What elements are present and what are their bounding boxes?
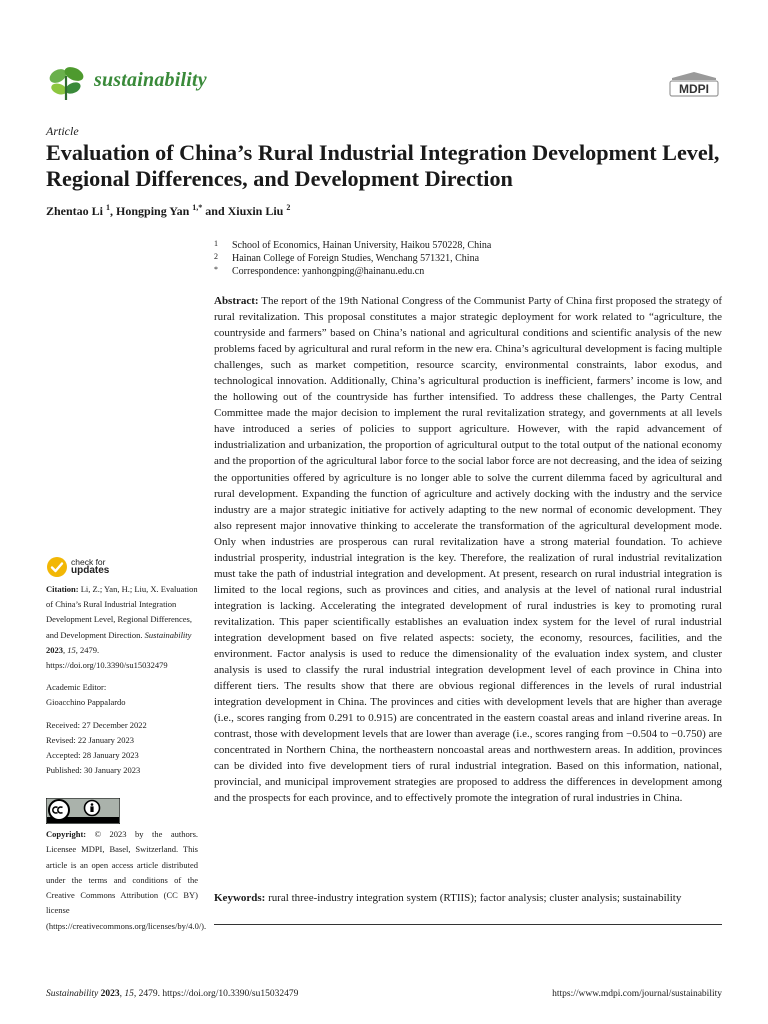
paper-title: Evaluation of China’s Rural Industrial Integration Development Level, Regional Differences, and Development Direction: [46, 140, 720, 191]
copyright-label: Copyright:: [46, 829, 87, 839]
date-published: Published: 30 January 2023: [46, 765, 141, 776]
mdpi-logo: [666, 70, 722, 100]
author-name[interactable]: Zhentao Li: [46, 204, 104, 218]
affiliation-text: School of Economics, Hainan University, Haikou 570228, China: [232, 240, 492, 251]
affiliation-text: Hainan College of Foreign Studies, Wenchang 571321, China: [232, 253, 480, 264]
keywords: [214, 891, 722, 906]
abstract: [214, 293, 722, 807]
author-affiliation-mark: 2: [286, 203, 291, 212]
article-info-sidebar: [46, 582, 198, 785]
citation-year: 2023: [46, 644, 63, 655]
affiliation-item: [214, 252, 734, 265]
article-type: Article: [46, 124, 79, 138]
footer-journal-url[interactable]: https://www.mdpi.com/journal/sustainability: [552, 989, 722, 999]
footer-citation: Sustainability 2023, 15, 2479. https://doi.org/10.3390/su15032479: [46, 989, 299, 999]
check-updates-line2: updates: [71, 565, 110, 576]
section-divider: [214, 924, 722, 925]
publication-dates: [46, 718, 198, 779]
academic-editor-label: Academic Editor:: [46, 682, 107, 693]
footer-year: 2023: [100, 989, 120, 999]
footer-volume: 15: [124, 989, 134, 999]
affiliation-mark: 1: [214, 239, 218, 248]
affiliation-item: [214, 239, 734, 252]
author-affiliation-mark: 1: [106, 203, 111, 212]
check-for-updates-button[interactable]: [46, 556, 126, 580]
citation-journal: Sustainability: [144, 629, 192, 640]
author-name[interactable]: Xiuxin Liu: [227, 204, 284, 218]
academic-editor: [46, 680, 198, 710]
footer-doi[interactable]: , 2479. https://doi.org/10.3390/su15032479: [133, 989, 299, 999]
academic-editor-name: Gioacchino Pappalardo: [46, 697, 126, 708]
check-updates-line1: check for: [71, 557, 106, 567]
affiliations: [214, 239, 734, 278]
date-accepted: Accepted: 28 January 2023: [46, 750, 139, 761]
citation: Citation: Li, Z.; Yan, H.; Liu, X. Evaluation of China’s Rural Industrial Integration Development Level, Regional Differences, and Development Direction. Sustainability 2023, 15, 2479. https://doi.org/10.3390/su15032479: [46, 584, 198, 671]
copyright-notice: [46, 827, 207, 934]
date-received: Received: 27 December 2022: [46, 719, 147, 730]
author-separator: and: [202, 204, 228, 218]
sustainability-leaf-logo: [46, 62, 86, 102]
check-updates-icon: [46, 556, 68, 578]
author-affiliation-mark: 1,*: [192, 203, 203, 212]
date-revised: Revised: 22 January 2023: [46, 734, 135, 745]
journal-name: sustainability: [94, 69, 207, 91]
affiliation-mark: *: [214, 265, 218, 274]
correspondence-text[interactable]: Correspondence: yanhongping@hainanu.edu.cn: [232, 266, 425, 277]
abstract-label: Abstract:: [214, 295, 259, 307]
cc-by-license-icon[interactable]: [46, 798, 120, 824]
footer-journal: Sustainability: [46, 989, 99, 999]
author-list: [46, 203, 290, 219]
abstract-text: The report of the 19th National Congress of the Communist Party of China first proposed the strategy of rural revitalization. This proposal constitutes a major strategic deployment for work related to “agriculture, the countryside and farmers” based on China’s national and agricultural conditions and scientific analysis of the new problems faced by agricultural and rural reform in the new era. China’s agricultural development is facing multiple challenges, such as market competition, resource scarcity, environmental constraints, labor exodus, and technological innovation. Additionally, China’s agricultural production is inefficient, farmers’ income is low, and the hollowing out of the countryside has further intensified. To address these challenges, the Party Central Committee made the major decision to implement the rural revitalization strategy, and governments at all levels have introduced a series of policies to support agriculture. However, with the rapid advancement of industrialization and urbanization, the proportion of agricultural output to the total output of the national economy and the proportion of the agricultural labor force to the social labor force are not decreasing, and the idea of seizing the opportunities offered by agriculture is no longer able to solve the current dilemma faced by agricultural and rural development. Expanding the function of agriculture and actively docking with the industry and the service industry are a major strategic initiative for actively adapting to the new normal of economic development. They also represent major innovative thinking to accelerate the transformation of the agricultural development mode. Only when industries are prosperous can rural revitalization have a strong material foundation. To achieve industrial prosperity, industrial integration is the key. Therefore, the realization of rural industrial revitalization must take the path of industrial integration and development. At present, research on rural industrial integration is limited to the local regions, such as provinces and cities, and analysis at the level of national rural industrial integration is lacking. Accelerating the integrated development of rural industries is key to promoting rural revitalization. This paper scientifically establishes an evaluation index system for the level of rural industrial integration development based on five related aspects: society, the economy, resources, facilities, and the environment. Factor analysis is used to reduce the dimensionality of the evaluation index system, and cluster analysis is used to classify the rural industrial integration development level of each province in China into different tiers. The results show that there are obvious regional differences in the levels of rural industrial integration development in China. The provinces and cities with development levels that are higher than average (i.e., scores ranging from 0.291 to 0.915) are concentrated in the eastern coastal areas and inland riverine areas. In contrast, those with development levels that are lower than average (i.e., scores ranging from −0.504 to −0.750) are concentrated in Northern China, the northeastern noncoastal areas and northwestern areas. In addition, provinces can be divided into five development tiers of rural industrial integration. Based on this information, national, provincial, and municipal improvement strategies are proposed to address the differences in development among and the prospects for each province, and to effectively promote the integration of rural industries in China.: [214, 295, 722, 805]
copyright-text: © 2023 by the authors. Licensee MDPI, Basel, Switzerland. This article is an open access article distributed under the terms and conditions of the Creative Commons Attribution (CC BY) license (https://creativecommons.org/licenses/by/4.0/).: [46, 829, 207, 931]
keywords-label: Keywords:: [214, 892, 266, 904]
author-separator: ,: [110, 204, 117, 218]
keywords-text: rural three-industry integration system (RTIIS); factor analysis; cluster analysis; sustainability: [268, 892, 682, 904]
citation-text: Li, Z.; Yan, H.; Liu, X. Evaluation of China’s Rural Industrial Integration Development Level, Regional Differences, and Development Direction.: [46, 584, 198, 640]
citation-label: Citation:: [46, 584, 79, 594]
citation-volume: 15: [67, 644, 76, 655]
citation-doi[interactable]: , 2479. https://doi.org/10.3390/su15032479: [46, 644, 168, 671]
mdpi-logo-text: MDPI: [679, 82, 709, 96]
author-name[interactable]: Hongping Yan: [116, 204, 190, 218]
affiliation-item: [214, 265, 734, 278]
affiliation-mark: 2: [214, 252, 218, 261]
